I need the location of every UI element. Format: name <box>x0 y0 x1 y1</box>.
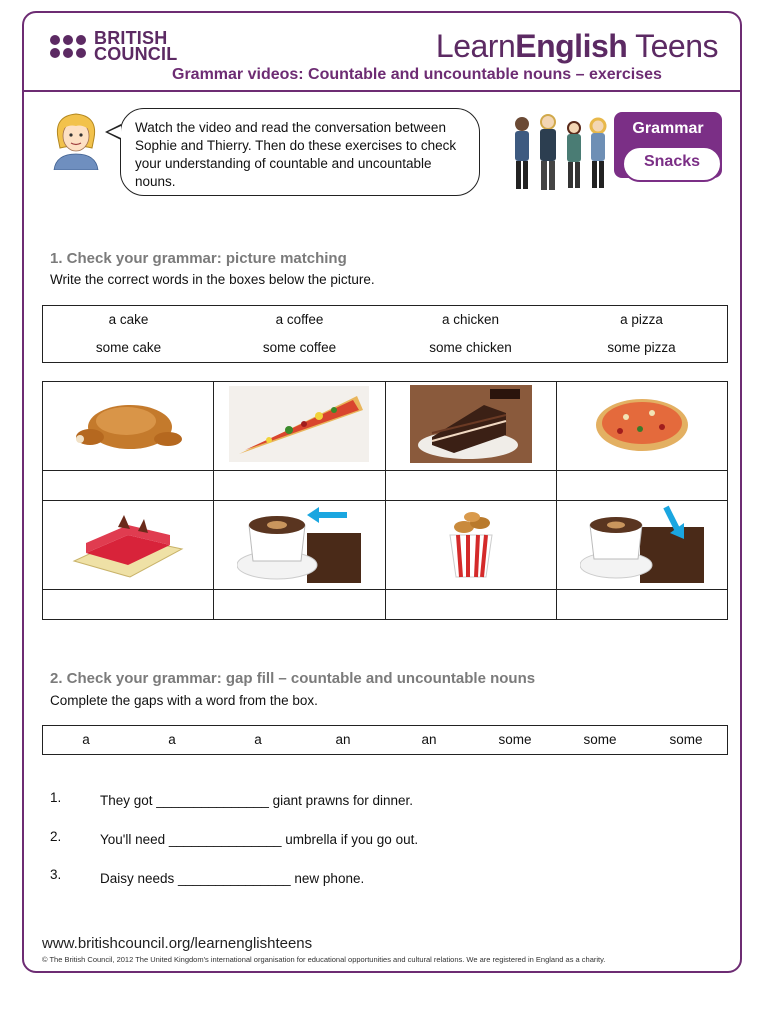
section1-instruction: Write the correct words in the boxes below the picture. <box>50 272 375 287</box>
answer-box[interactable] <box>43 471 214 501</box>
whole-cake-icon <box>68 505 188 581</box>
section2-instruction: Complete the gaps with a word from the box. <box>50 693 318 708</box>
word-some-chicken: some chicken <box>429 340 512 355</box>
section1-title: 1. Check your grammar: picture matching <box>50 250 347 267</box>
word-some-cake: some cake <box>95 340 162 355</box>
question-text[interactable]: You'll need _______________ umbrella if you go out. <box>100 832 419 847</box>
answer-box[interactable] <box>43 590 214 620</box>
gap-word-box <box>42 725 728 755</box>
gap-word: some <box>583 732 617 747</box>
roast-chicken-icon <box>68 389 188 459</box>
whole-pizza-icon <box>592 389 692 459</box>
picture-cell <box>385 382 556 471</box>
word-box <box>42 305 728 363</box>
coffee-beans-arrow-icon <box>580 503 704 583</box>
question-number: 1. <box>50 790 62 805</box>
answer-box[interactable] <box>556 590 727 620</box>
page-subtitle: Grammar videos: Countable and uncountable nouns – exercises <box>172 66 662 83</box>
word-a-coffee: a coffee <box>275 312 324 327</box>
answer-box[interactable] <box>556 471 727 501</box>
word-a-cake: a cake <box>108 312 149 327</box>
question-text[interactable]: They got _______________ giant prawns for dinner. <box>100 793 413 808</box>
badge-line1: Grammar <box>632 120 704 137</box>
word-a-pizza: a pizza <box>620 312 663 327</box>
footer-url-link[interactable]: www.britishcouncil.org/learnenglishteens <box>42 935 313 952</box>
word-some-coffee: some coffee <box>262 340 337 355</box>
popcorn-chicken-bucket-icon <box>436 505 506 581</box>
picture-cell <box>43 501 214 590</box>
word-some-pizza: some pizza <box>607 340 676 355</box>
sophie-avatar-icon <box>48 108 104 170</box>
gap-word: a <box>82 732 90 747</box>
gap-word: an <box>421 732 437 747</box>
section2-title: 2. Check your grammar: gap fill – countable and uncountable nouns <box>50 670 536 687</box>
gap-word: some <box>669 732 703 747</box>
gap-word: a <box>254 732 262 747</box>
picture-cell <box>214 501 385 590</box>
answer-box[interactable] <box>214 590 385 620</box>
pizza-slice-icon <box>229 386 369 462</box>
speech-bubble-tail-inner <box>108 126 121 138</box>
gap-word: a <box>168 732 176 747</box>
picture-table <box>42 381 728 620</box>
header-divider <box>22 90 742 92</box>
picture-cell <box>43 382 214 471</box>
speech-bubble: Watch the video and read the conversation between Sophie and Thierry. Then do these exercises to check your understanding of countable and uncountable nouns. <box>120 108 480 196</box>
coffee-cup-arrow-icon <box>237 503 361 583</box>
word-a-chicken: a chicken <box>441 312 500 327</box>
learnenglish-teens-logo <box>436 28 718 65</box>
logo-dots-icon <box>50 35 88 58</box>
teen-characters-icon <box>508 110 618 194</box>
answer-box[interactable] <box>385 471 556 501</box>
brand-line2: COUNCIL <box>94 44 178 64</box>
answer-box[interactable] <box>214 471 385 501</box>
logo-learn: Learn <box>435 28 516 64</box>
picture-cell <box>214 382 385 471</box>
footer-copyright: © The British Council, 2012 The United Kingdom's international organisation for educational opportunities and cultural relations. We are registered in England as a charity. <box>42 955 606 964</box>
picture-cell <box>556 501 727 590</box>
picture-cell <box>385 501 556 590</box>
logo-teens: Teens <box>627 28 718 64</box>
british-council-logo <box>50 30 177 62</box>
question-text[interactable]: Daisy needs _______________ new phone. <box>100 871 365 886</box>
question-number: 3. <box>50 867 62 882</box>
badge-line2: Snacks <box>622 146 722 182</box>
picture-cell <box>556 382 727 471</box>
brand-line1: BRITISH <box>94 28 168 48</box>
logo-english: English <box>515 28 628 64</box>
gap-word: an <box>335 732 351 747</box>
answer-box[interactable] <box>385 590 556 620</box>
question-number: 2. <box>50 829 62 844</box>
chocolate-cake-slice-icon <box>410 385 532 463</box>
gap-word: some <box>498 732 532 747</box>
